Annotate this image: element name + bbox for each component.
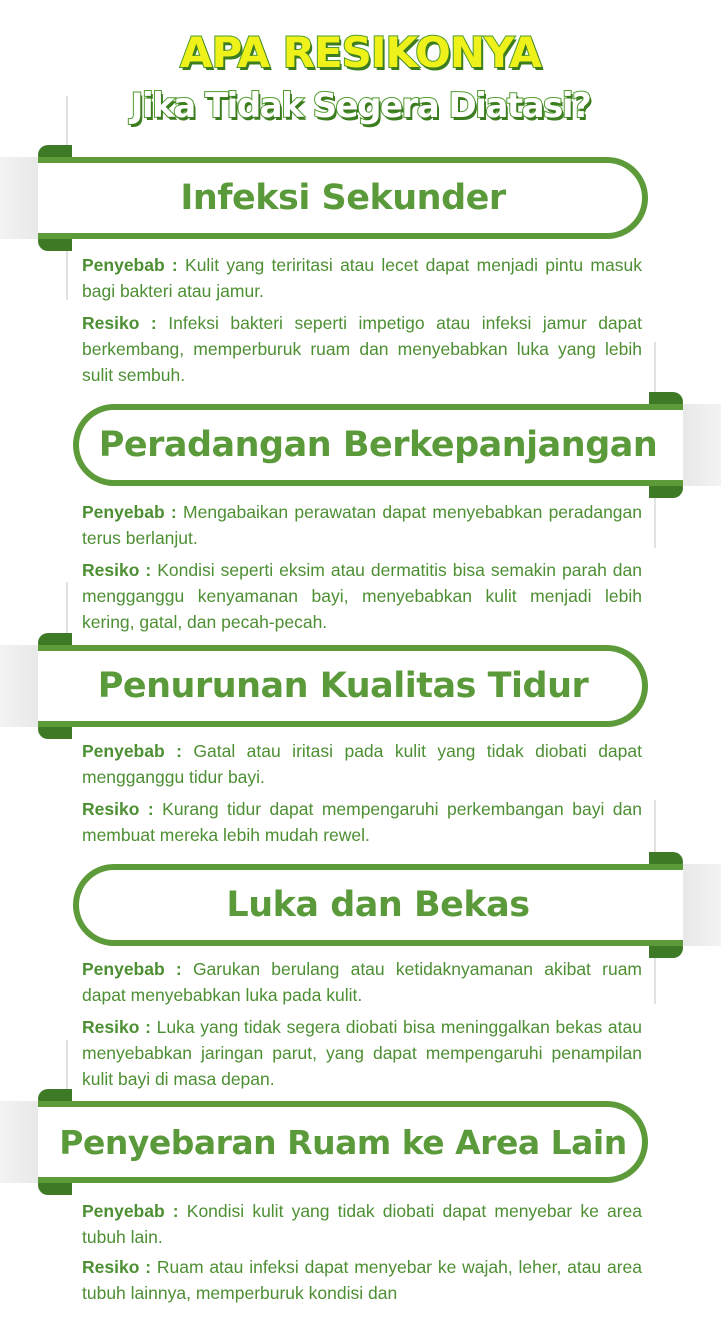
ribbon-line <box>654 800 656 860</box>
cause-text <box>82 499 642 551</box>
risk-label: Resiko : <box>82 560 152 580</box>
risk-text <box>82 1014 642 1092</box>
page-subtitle: Jika Tidak Segera Diatasi? <box>130 86 591 126</box>
risk-body: Luka yang tidak segera diobati bisa meninggalkan bekas atau menyebabkan jaringan parut, yang dapat mempengaruhi penampilan kulit bayi di masa depan. <box>82 1017 642 1089</box>
cause-body: Kulit yang teriritasi atau lecet dapat menjadi pintu masuk bagi bakteri atau jamur. <box>82 255 642 301</box>
cause-label: Penyebab : <box>82 959 182 979</box>
section-title: Infeksi Sekunder <box>180 178 506 218</box>
risk-text <box>82 310 642 388</box>
cause-body: Mengabaikan perawatan dapat menyebabkan peradangan terus berlanjut. <box>82 502 642 548</box>
section-banner <box>0 157 686 239</box>
section-banner <box>0 645 686 727</box>
risk-body: Kurang tidur dapat mempengaruhi perkembangan bayi dan membuat mereka lebih mudah rewel. <box>82 799 642 845</box>
risk-body: Kondisi seperti eksim atau dermatitis bisa semakin parah dan mengganggu kenyamanan bayi, menyebabkan kulit menjadi lebih kering, gatal, dan pecah-pecah. <box>82 560 642 632</box>
cause-text <box>82 956 642 1008</box>
risk-text <box>82 1254 642 1306</box>
cause-body: Kondisi kulit yang tidak diobati dapat menyebar ke area tubuh lain. <box>82 1201 642 1247</box>
cause-body: Gatal atau iritasi pada kulit yang tidak diobati dapat mengganggu tidur bayi. <box>82 741 642 787</box>
section-title: Luka dan Bekas <box>226 885 530 925</box>
cause-text <box>82 738 642 790</box>
cause-label: Penyebab : <box>82 741 182 761</box>
section-banner <box>0 1101 686 1183</box>
risk-body: Ruam atau infeksi dapat menyebar ke wajah, leher, atau area tubuh lainnya, memperburuk kondisi dan <box>82 1257 642 1303</box>
cause-label: Penyebab : <box>82 502 177 522</box>
page-title: APA RESIKONYA <box>180 28 541 77</box>
section-banner <box>35 864 721 946</box>
risk-label: Resiko : <box>82 313 157 333</box>
risk-text <box>82 557 642 635</box>
cause-body: Garukan berulang atau ketidaknyamanan akibat ruam dapat menyebabkan luka pada kulit. <box>82 959 642 1005</box>
section-title: Peradangan Berkepanjangan <box>98 425 658 465</box>
risk-label: Resiko : <box>82 1017 151 1037</box>
cause-text <box>82 1198 642 1250</box>
risk-text <box>82 796 642 848</box>
cause-text <box>82 252 642 304</box>
section-title: Penyebaran Ruam ke Area Lain <box>59 1122 627 1162</box>
section-title: Penurunan Kualitas Tidur <box>97 666 589 706</box>
risk-label: Resiko : <box>82 1257 152 1277</box>
section-banner <box>35 404 721 486</box>
risk-label: Resiko : <box>82 799 154 819</box>
cause-label: Penyebab : <box>82 1201 179 1221</box>
cause-label: Penyebab : <box>82 255 178 275</box>
risk-body: Infeksi bakteri seperti impetigo atau infeksi jamur dapat berkembang, memperburuk ruam dan menyebabkan luka yang lebih sulit sembuh. <box>82 313 642 385</box>
